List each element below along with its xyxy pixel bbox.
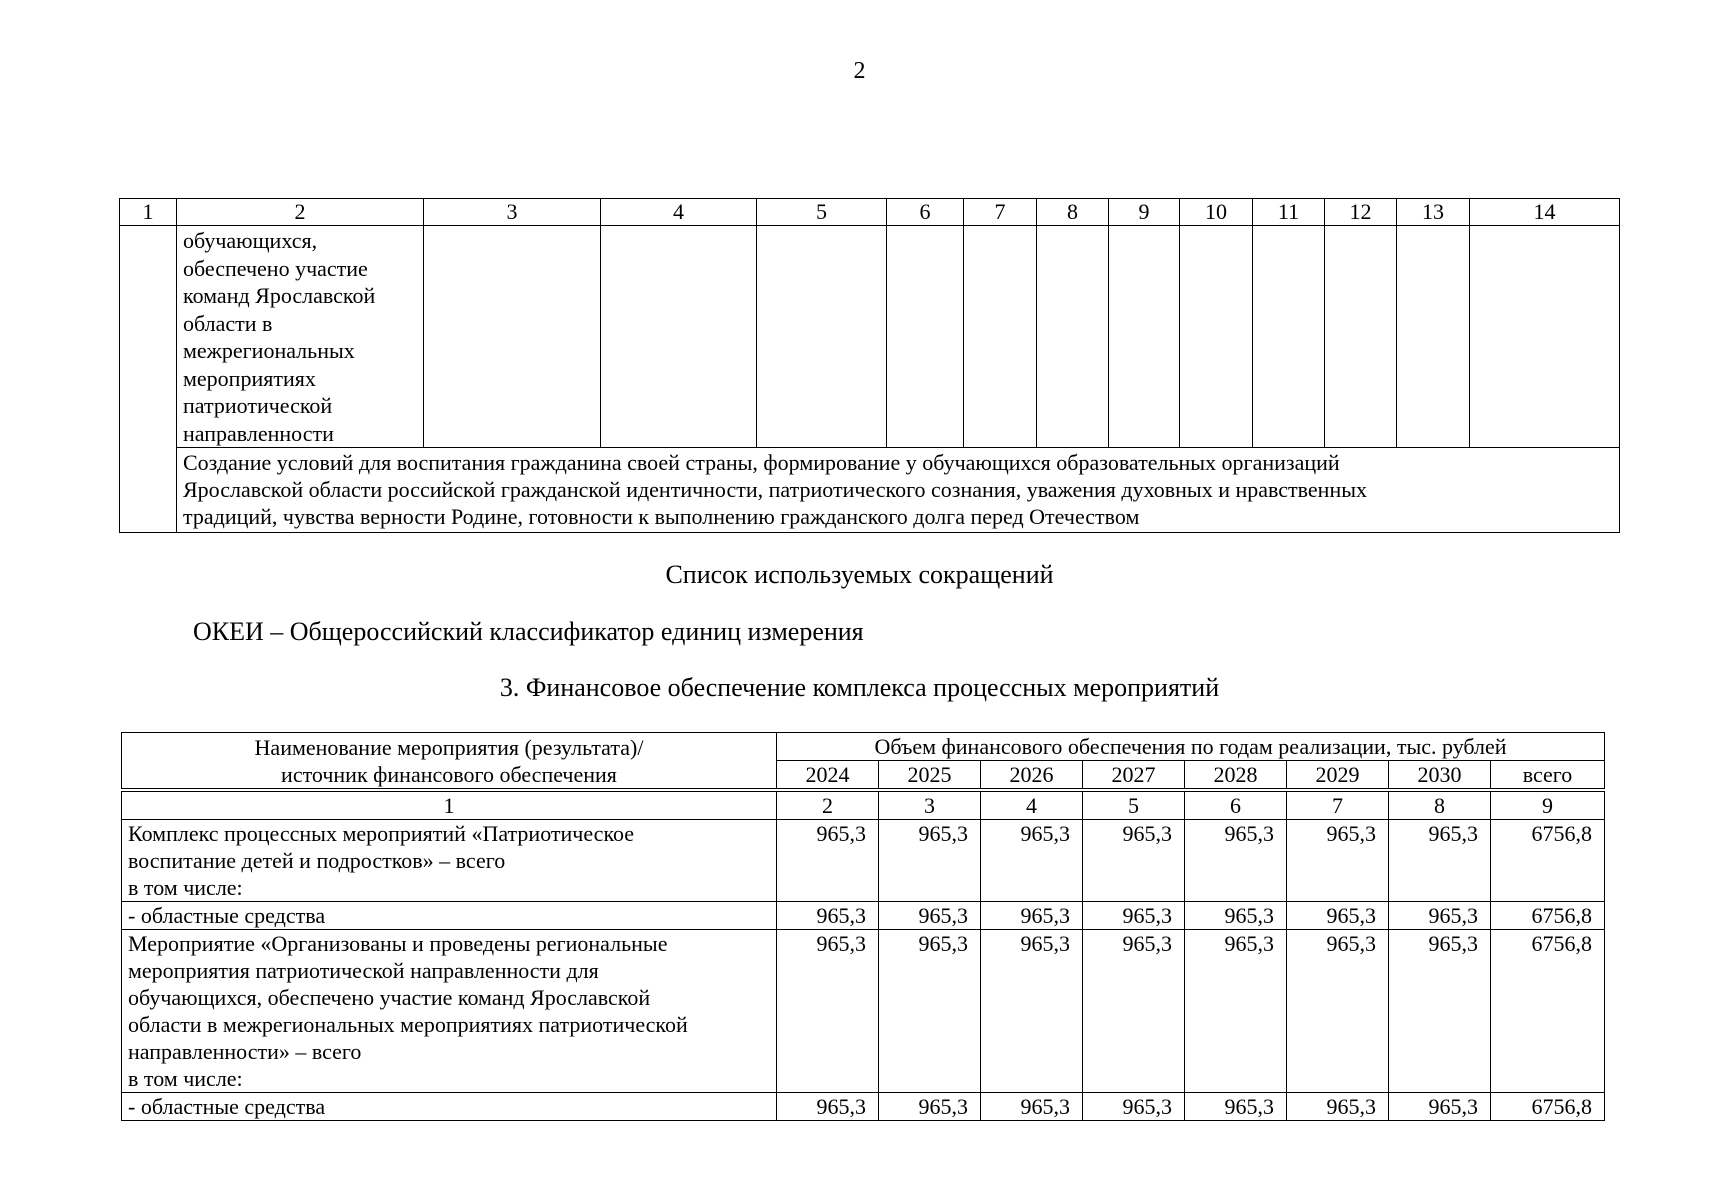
row-name bbox=[122, 902, 777, 930]
value-cell: 965,3 bbox=[879, 1093, 981, 1121]
value-cell: 965,3 bbox=[879, 820, 981, 902]
text-line: - областные средства bbox=[128, 1094, 326, 1119]
abbreviation-item: ОКЕИ – Общероссийский классификатор единиц измерения bbox=[193, 617, 864, 646]
text-line: патриотической bbox=[183, 393, 333, 418]
value-cell: 6756,8 bbox=[1491, 902, 1605, 930]
value-cell: 965,3 bbox=[1389, 902, 1491, 930]
value-cell: 965,3 bbox=[1083, 930, 1185, 1093]
text-line: области в bbox=[183, 310, 273, 336]
text-line: Наименование мероприятия (результата)/ bbox=[254, 734, 644, 760]
table-cell bbox=[757, 226, 887, 448]
table-row bbox=[120, 226, 1620, 448]
text-line: мероприятия патриотической направленности для bbox=[128, 958, 599, 983]
text-line: межрегиональных bbox=[183, 338, 355, 363]
text-line: в том числе: bbox=[128, 1066, 243, 1091]
column-number: 1 bbox=[120, 199, 177, 226]
year-header: 2027 bbox=[1083, 761, 1185, 789]
column-numbers-row bbox=[122, 792, 1605, 820]
column-number: 6 bbox=[887, 199, 964, 226]
row-name bbox=[122, 1093, 777, 1121]
table-header-row bbox=[122, 733, 1605, 761]
column-number: 3 bbox=[424, 199, 601, 226]
value-cell: 965,3 bbox=[1083, 1093, 1185, 1121]
text-line: Создание условий для воспитания гражданина своей страны, формирование у обучающихся образовательных организаций bbox=[183, 450, 1340, 475]
row-name bbox=[122, 930, 777, 1093]
value-cell: 965,3 bbox=[777, 1093, 879, 1121]
value-cell: 965,3 bbox=[1083, 820, 1185, 902]
financing-rows bbox=[122, 820, 1605, 1121]
table-cell bbox=[601, 226, 757, 448]
text-line: направленности bbox=[183, 420, 334, 446]
text-line: обучающихся, bbox=[183, 228, 318, 253]
table-row bbox=[122, 930, 1605, 1093]
value-cell: 965,3 bbox=[1287, 930, 1389, 1093]
value-cell: 965,3 bbox=[1083, 902, 1185, 930]
value-cell: 965,3 bbox=[1287, 1093, 1389, 1121]
text-line: - областные средства bbox=[128, 903, 326, 928]
column-number: 9 bbox=[1109, 199, 1180, 226]
year-header: 2025 bbox=[879, 761, 981, 789]
column-number: 9 bbox=[1491, 792, 1605, 820]
value-cell: 965,3 bbox=[777, 930, 879, 1093]
text-line: команд Ярославской bbox=[183, 283, 376, 308]
table-header-row bbox=[120, 199, 1620, 226]
table-row bbox=[122, 902, 1605, 930]
table-cell bbox=[1180, 226, 1253, 448]
text-line: традиций, чувства верности Родине, готовности к выполнению гражданского долга перед Отечеством bbox=[183, 504, 1140, 529]
table-row bbox=[122, 1093, 1605, 1121]
column-number: 8 bbox=[1389, 792, 1491, 820]
column-number: 10 bbox=[1180, 199, 1253, 226]
column-number: 8 bbox=[1037, 199, 1109, 226]
table-cell bbox=[1253, 226, 1325, 448]
section-title: 3. Финансовое обеспечение комплекса процессных мероприятий bbox=[499, 673, 1220, 702]
value-cell: 6756,8 bbox=[1491, 820, 1605, 902]
year-header: 2024 bbox=[777, 761, 879, 789]
column-number: 11 bbox=[1253, 199, 1325, 226]
value-cell: 965,3 bbox=[1185, 820, 1287, 902]
name-header bbox=[122, 733, 777, 789]
table-row bbox=[122, 820, 1605, 902]
value-cell: 965,3 bbox=[777, 902, 879, 930]
year-header: 2026 bbox=[981, 761, 1083, 789]
column-number: 6 bbox=[1185, 792, 1287, 820]
text-line: обучающихся, обеспечено участие команд Ярославской bbox=[128, 985, 651, 1010]
value-cell: 965,3 bbox=[1185, 1093, 1287, 1121]
value-cell: 965,3 bbox=[879, 930, 981, 1093]
table-cell bbox=[1325, 226, 1397, 448]
goal-text bbox=[177, 448, 1620, 533]
value-cell: 965,3 bbox=[879, 902, 981, 930]
page-number: 2 bbox=[853, 58, 866, 84]
column-number: 7 bbox=[1287, 792, 1389, 820]
column-number: 14 bbox=[1470, 199, 1620, 226]
column-number: 2 bbox=[177, 199, 424, 226]
financing-table bbox=[121, 732, 1605, 1121]
column-number: 7 bbox=[964, 199, 1037, 226]
continued-result-text bbox=[177, 226, 424, 448]
year-header: 2030 bbox=[1389, 761, 1491, 789]
volume-header: Объем финансового обеспечения по годам реализации, тыс. рублей bbox=[777, 733, 1605, 761]
table-cell bbox=[1109, 226, 1180, 448]
column-number: 13 bbox=[1397, 199, 1470, 226]
text-line: Ярославской области российской гражданской идентичности, патриотического сознания, уважения духовных и нравственных bbox=[183, 477, 1368, 502]
value-cell: 965,3 bbox=[981, 1093, 1083, 1121]
column-number: 3 bbox=[879, 792, 981, 820]
table-row bbox=[120, 448, 1620, 533]
table-cell bbox=[1397, 226, 1470, 448]
value-cell: 6756,8 bbox=[1491, 1093, 1605, 1121]
value-cell: 965,3 bbox=[1389, 930, 1491, 1093]
year-header: 2028 bbox=[1185, 761, 1287, 789]
table-cell bbox=[1470, 226, 1620, 448]
year-header: 2029 bbox=[1287, 761, 1389, 789]
value-cell: 965,3 bbox=[1287, 820, 1389, 902]
column-number: 12 bbox=[1325, 199, 1397, 226]
column-number: 4 bbox=[981, 792, 1083, 820]
value-cell: 965,3 bbox=[981, 902, 1083, 930]
column-number: 5 bbox=[1083, 792, 1185, 820]
text-line: воспитание детей и подростков» – всего bbox=[128, 848, 506, 873]
value-cell: 965,3 bbox=[1287, 902, 1389, 930]
table-cell bbox=[424, 226, 601, 448]
text-line: Комплекс процессных мероприятий «Патриотическое bbox=[128, 821, 635, 846]
year-header: всего bbox=[1491, 761, 1605, 789]
text-line: обеспечено участие bbox=[183, 255, 368, 281]
value-cell: 965,3 bbox=[1389, 1093, 1491, 1121]
table-cell bbox=[964, 226, 1037, 448]
row-name bbox=[122, 820, 777, 902]
text-line: направленности» – всего bbox=[128, 1039, 362, 1064]
column-number: 5 bbox=[757, 199, 887, 226]
table-cell bbox=[120, 226, 177, 533]
column-number: 1 bbox=[122, 792, 777, 820]
text-line: области в межрегиональных мероприятиях патриотической bbox=[128, 1012, 688, 1037]
value-cell: 965,3 bbox=[777, 820, 879, 902]
text-line: в том числе: bbox=[128, 875, 243, 900]
value-cell: 6756,8 bbox=[1491, 930, 1605, 1093]
value-cell: 965,3 bbox=[1389, 820, 1491, 902]
value-cell: 965,3 bbox=[981, 820, 1083, 902]
table-cell bbox=[887, 226, 964, 448]
text-line: Мероприятие «Организованы и проведены региональные bbox=[128, 931, 668, 956]
value-cell: 965,3 bbox=[1185, 930, 1287, 1093]
column-number: 4 bbox=[601, 199, 757, 226]
indicators-table bbox=[119, 198, 1620, 533]
text-line: мероприятиях bbox=[183, 365, 316, 391]
value-cell: 965,3 bbox=[981, 930, 1083, 1093]
text-line: источник финансового обеспечения bbox=[281, 761, 617, 787]
column-number: 2 bbox=[777, 792, 879, 820]
value-cell: 965,3 bbox=[1185, 902, 1287, 930]
abbreviations-title: Список используемых сокращений bbox=[665, 560, 1054, 589]
table-cell bbox=[1037, 226, 1109, 448]
